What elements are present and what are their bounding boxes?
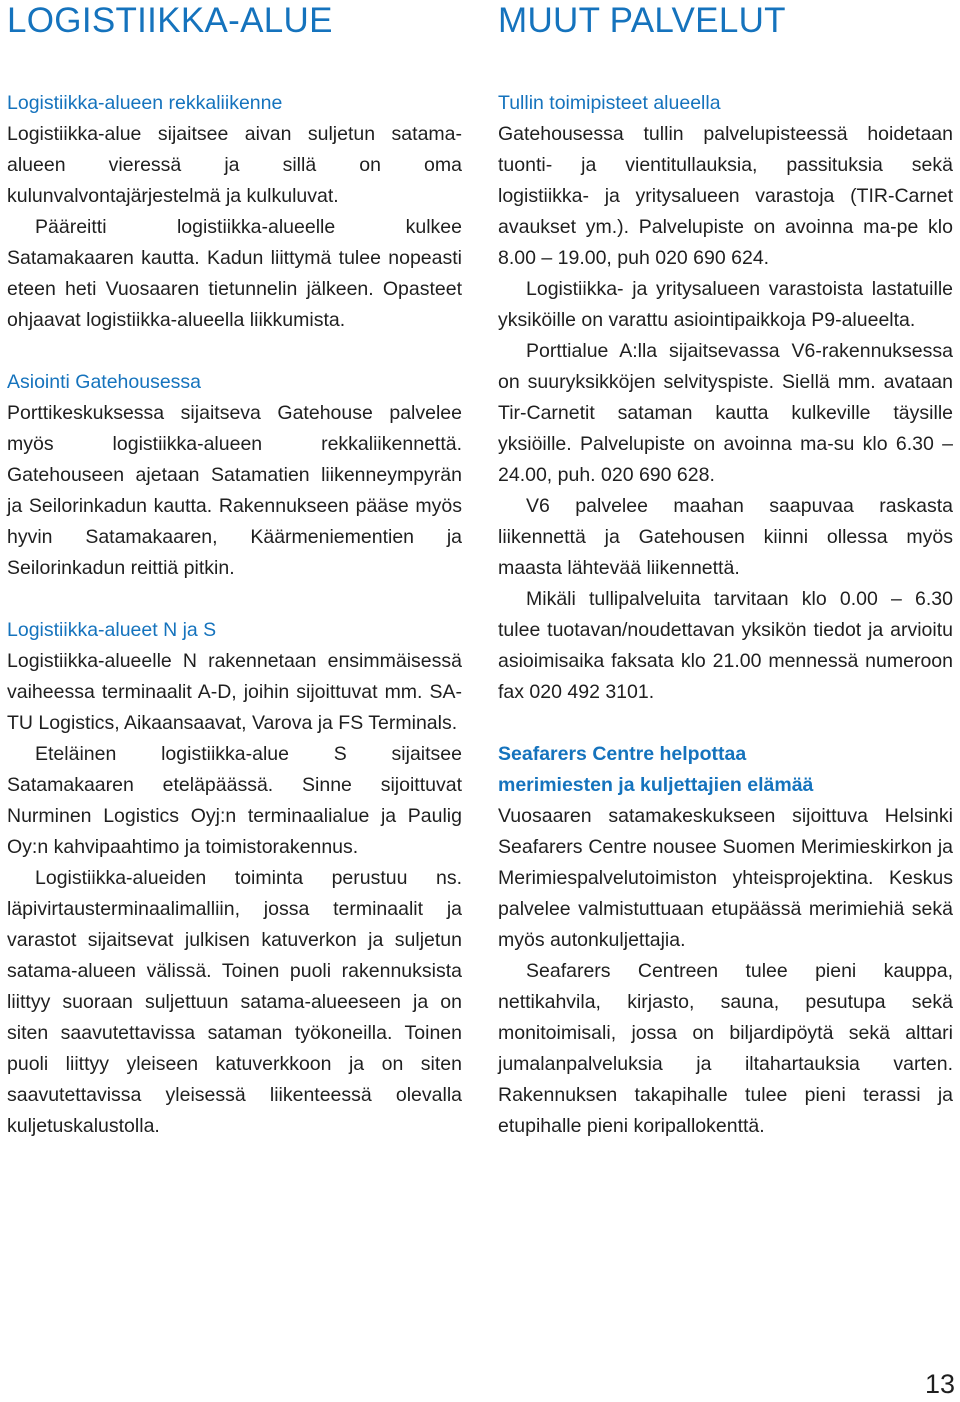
heading-seafarers-line-2: merimiesten ja kuljettajien elämää	[498, 774, 814, 796]
paragraph: Pääreitti logistiikka-alueelle kulkee Satamakaaren kautta. Kadun liittymä tulee nopeasti eteen heti Vuosaaren tietunnelin jälkeen. Opasteet ohjaavat logistiikka-alueella liikkumista.	[7, 216, 462, 331]
paragraph: Porttialue A:lla sijaitsevassa V6-rakennuksessa on suuryksikköjen selvityspiste. Siellä mm. avataan Tir-Carnetit sataman kautta kulkeville täysille yksiöille. Palvelupiste on avoinna ma-su klo 6.30 – 24.00, puh. 020 690 628.	[498, 340, 953, 486]
paragraph: Logistiikka-alue sijaitsee aivan suljetun satama-alueen vieressä ja sillä on oma kulunvalvontajärjestelmä ja kulkuluvat.	[7, 123, 462, 207]
paragraph: Eteläinen logistiikka-alue S sijaitsee Satamakaaren eteläpäässä. Sinne sijoittuvat Nurminen Logistics Oyj:n terminaalialue ja Paulig Oy:n kahvipaahtimo ja toimistorakennus.	[7, 743, 462, 858]
heading-tullin-toimipisteet: Tullin toimipisteet alueella	[498, 92, 721, 114]
section-title-muut-palvelut: MUUT PALVELUT	[498, 1, 786, 40]
paragraph: Mikäli tullipalveluita tarvitaan klo 0.00 – 6.30 tulee tuotavan/noudettavan yksikön tiedot ja arvioitu asioimisaika faksata klo 21.00 mennessä numeroon fax 020 492 3101.	[498, 588, 953, 703]
heading-asiointi-gatehousessa: Asiointi Gatehousessa	[7, 371, 202, 393]
heading-seafarers-centre	[498, 739, 953, 801]
page-number: 13	[924, 1369, 955, 1399]
right-content	[498, 88, 953, 1142]
section-title-logistiikka-alue: LOGISTIIKKA-ALUE	[7, 1, 333, 40]
left-content	[7, 88, 462, 1142]
paragraph: Logistiikka-alueelle N rakennetaan ensimmäisessä vaiheessa terminaalit A-D, joihin sijoittuvat mm. SA-TU Logistics, Aikaansaavat, Varova ja FS Terminals.	[7, 650, 462, 734]
heading-logistiikka-alueet-n-ja-s: Logistiikka-alueet N ja S	[7, 619, 217, 641]
left-column	[7, 0, 462, 1142]
paragraph: V6 palvelee maahan saapuvaa raskasta liikennettä ja Gatehousen kiinni ollessa myös maasta lähtevää liikennettä.	[498, 495, 953, 579]
paragraph: Logistiikka-alueiden toiminta perustuu ns. läpivirtausterminaalimalliin, jossa terminaalit ja varastot sijaitsevat julkisen katuverkon ja suljetun satama-alueen välissä. Toinen puoli rakennuksista liittyy suoraan suljettuun satama-alueeseen ja on siten saavutettavissa sataman työkoneilla. Toinen puoli liittyy yleiseen katuverkkoon ja on siten saavutettavissa yleisessä liikenteessä olevalla kuljetuskalustolla.	[7, 867, 462, 1137]
heading-rekkaliikenne: Logistiikka-alueen rekkaliikenne	[7, 92, 283, 114]
heading-seafarers-line-1: Seafarers Centre helpottaa	[498, 743, 747, 765]
paragraph: Seafarers Centreen tulee pieni kauppa, nettikahvila, kirjasto, sauna, pesutupa sekä monitoimisali, jossa on biljardipöytä sekä alttari jumalanpalveluksia ja iltahartauksia varten. Rakennuksen takapihalle tulee pieni terassi ja etupihalle pieni koripallokenttä.	[498, 960, 953, 1137]
paragraph: Logistiikka- ja yritysalueen varastoista lastatuille yksiköille on varattu asiointipaikkoja P9-alueelta.	[498, 278, 953, 331]
paragraph: Porttikeskuksessa sijaitseva Gatehouse palvelee myös logistiikka-alueen rekkaliikennettä. Gatehouseen ajetaan Satamatien liikenneympyrän ja Seilorinkadun kautta. Rakennukseen pääse myös hyvin Satamakaaren, Käärmeniementien ja Seilorinkadun reittiä pitkin.	[7, 402, 462, 579]
paragraph: Gatehousessa tullin palvelupisteessä hoidetaan tuonti- ja vientitullauksia, passituksia sekä logistiikka- ja yritysalueen varastoja (TIR-Carnet avaukset ym.). Palvelupiste on avoinna ma-pe klo 8.00 – 19.00, puh 020 690 624.	[498, 123, 953, 269]
right-column	[498, 0, 953, 1142]
paragraph: Vuosaaren satamakeskukseen sijoittuva Helsinki Seafarers Centre nousee Suomen Merimieskirkon ja Merimiespalvelutoimiston yhteisprojektina. Keskus palvelee valmistuttuaan etupäässä merimiehiä sekä myös autonkuljettajia.	[498, 805, 953, 951]
